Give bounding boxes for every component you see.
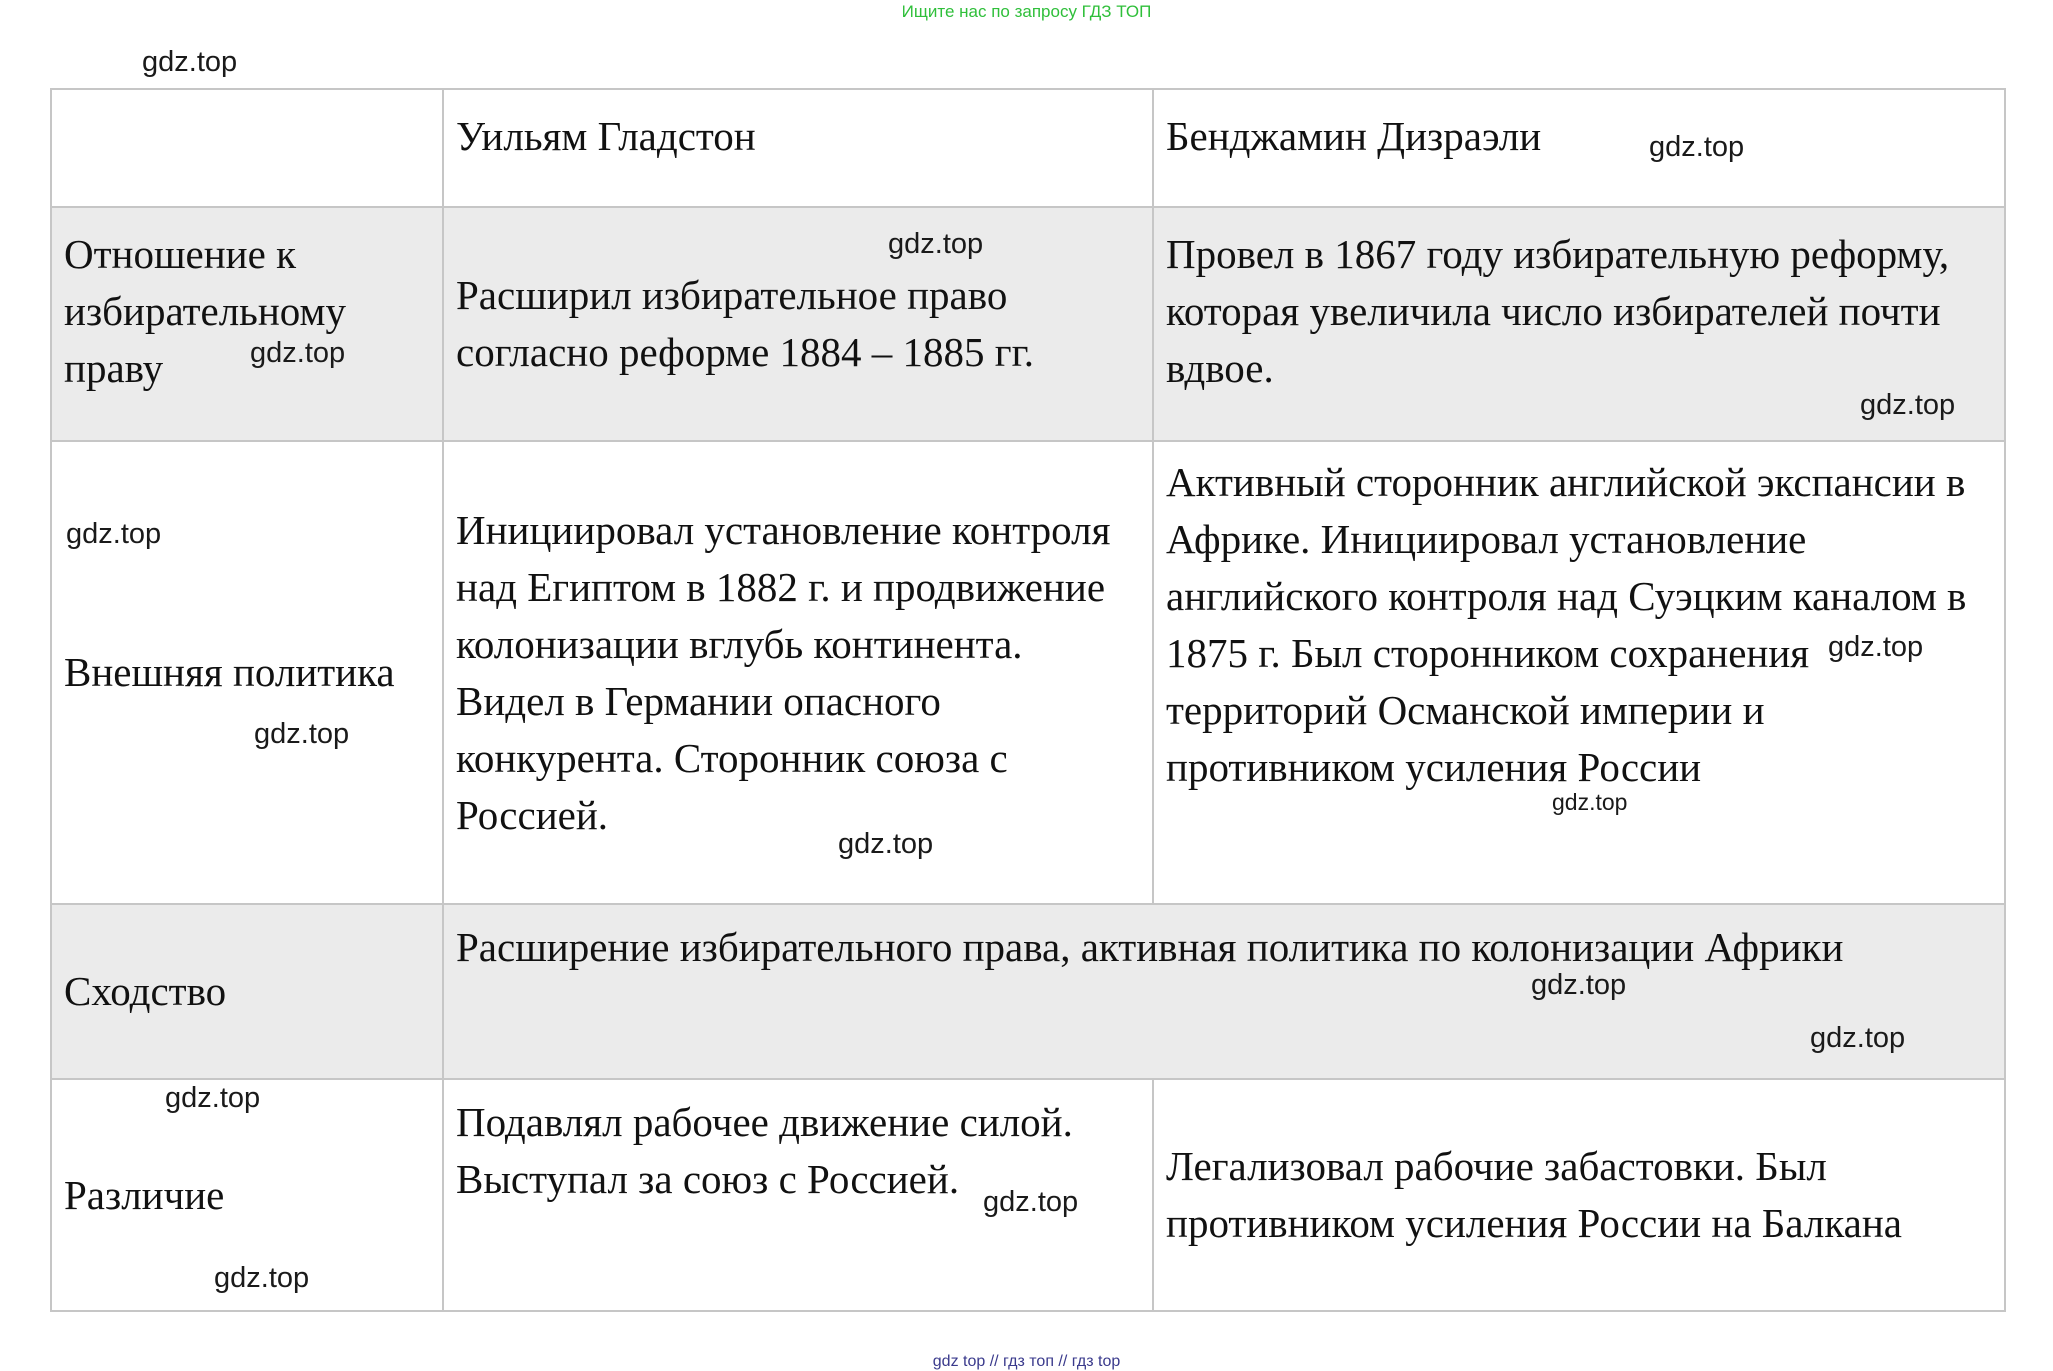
cell-disraeli-difference: Легализовал рабочие забастовки. Был противником усиления России на Балкана	[1152, 1078, 2006, 1312]
search-hint-banner: Ищите нас по запросу ГДЗ ТОП	[901, 2, 1152, 21]
watermark: gdz.top	[142, 46, 238, 78]
watermark: gdz.top	[983, 1186, 1079, 1218]
watermark: gdz.top	[1531, 969, 1627, 1001]
watermark: gdz.top	[838, 828, 934, 860]
watermark: gdz.top	[1828, 631, 1924, 663]
cell-gladstone-difference: Подавлял рабочее движение силой. Выступал за союз с Россией.	[442, 1078, 1154, 1312]
watermark: gdz.top	[1552, 789, 1628, 815]
header-gladstone: Уильям Гладстон	[442, 88, 1154, 208]
row-label-foreign-policy: Внешняя политика	[50, 440, 444, 905]
footer-banner: gdz top // гдз топ // гдз top	[932, 1353, 1121, 1370]
watermark: gdz.top	[250, 337, 346, 369]
watermark: gdz.top	[66, 518, 162, 550]
cell-gladstone-suffrage: Расширил избирательное право согласно реформе 1884 – 1885 гг.	[442, 206, 1154, 442]
watermark: gdz.top	[1810, 1022, 1906, 1054]
cell-similarity-merged: Расширение избирательного права, активная политика по колонизации Африки	[442, 903, 2006, 1080]
row-label-similarity: Сходство	[50, 903, 444, 1080]
watermark: gdz.top	[1860, 389, 1956, 421]
cell-disraeli-suffrage: Провел в 1867 году избирательную реформу, которая увеличила число избирателей почти вдвое.	[1152, 206, 2006, 442]
header-empty-cell	[50, 88, 444, 208]
header-disraeli: Бенджамин Дизраэли	[1152, 88, 2006, 208]
row-label-suffrage: Отношение к избирательному праву	[50, 206, 444, 442]
comparison-table	[50, 88, 2006, 1312]
cell-gladstone-foreign-policy: Инициировал установление контроля над Египтом в 1882 г. и продвижение колонизации вглубь континента. Видел в Германии опасного конкурента. Сторонник союза с Россией.	[442, 440, 1154, 905]
watermark: gdz.top	[254, 718, 350, 750]
row-label-difference: Различие	[50, 1078, 444, 1312]
watermark: gdz.top	[165, 1082, 261, 1114]
watermark: gdz.top	[1649, 131, 1745, 163]
watermark: gdz.top	[214, 1262, 310, 1294]
watermark: gdz.top	[888, 228, 984, 260]
cell-disraeli-foreign-policy: Активный сторонник английской экспансии в Африке. Инициировал установление английского контроля над Суэцким каналом в 1875 г. Был сторонником сохранения территорий Османской империи и противником усиления России	[1152, 440, 2006, 905]
